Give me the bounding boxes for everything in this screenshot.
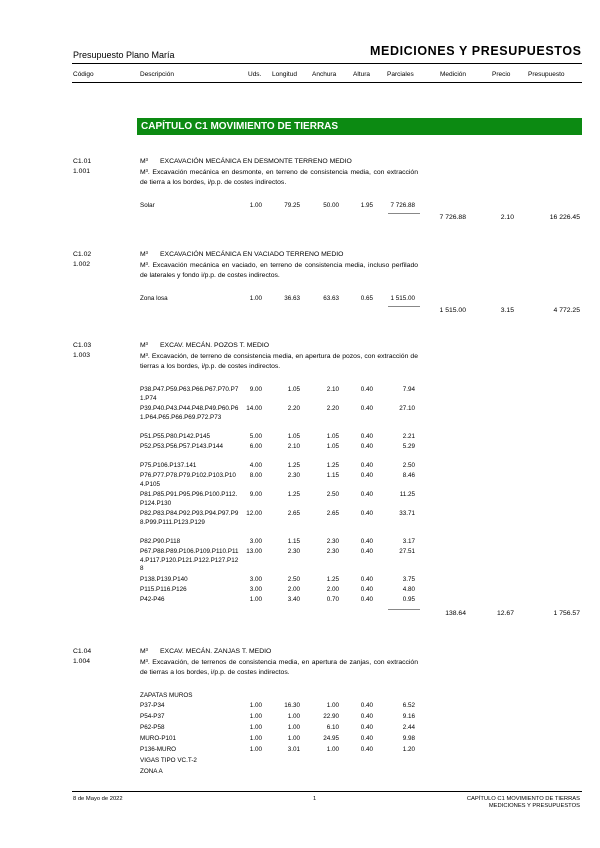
- measurement-label: P82.P90.P118: [140, 538, 181, 545]
- item-precio: 12.67: [496, 610, 514, 617]
- measurement-label: P81.P85.P91.P95.P96.P100.P112.P124.P130: [140, 491, 238, 507]
- item-description: M³. Excavación mecánica en desmonte, en terreno de consistencia media, con extracción de tierra a los bordes, i/p.p. de costes indirectos.: [140, 169, 418, 186]
- measurement-parciales: 1 515.00: [390, 295, 415, 302]
- measurement-anchura: 1.00: [326, 702, 339, 709]
- measurement-parciales: 33.71: [399, 510, 415, 517]
- measurement-altura: 0.40: [360, 548, 373, 555]
- measurement-anchura: 2.10: [326, 386, 339, 393]
- measurement-parciales: 0.95: [402, 596, 415, 603]
- measurement-longitud: 2.00: [287, 586, 300, 593]
- measurement-anchura: 2.00: [326, 586, 339, 593]
- measurement-altura: 0.40: [360, 462, 373, 469]
- measurement-longitud: 3.01: [287, 746, 300, 753]
- footer-doc-title: MEDICIONES Y PRESUPUESTOS: [488, 803, 580, 809]
- measurement-longitud: 3.40: [287, 596, 300, 603]
- measurement-label: ZONA A: [140, 768, 163, 775]
- measurement-label: VIGAS TIPO VC.T-2: [140, 757, 197, 764]
- measurement-parciales: 3.17: [402, 538, 415, 545]
- measurement-uds: 3.00: [249, 576, 262, 583]
- measurement-altura: 0.40: [360, 405, 373, 412]
- measurement-anchura: 2.65: [326, 510, 339, 517]
- header-rule: [72, 63, 582, 64]
- measurement-altura: 1.95: [360, 202, 373, 209]
- col-anchura: Anchura: [312, 71, 337, 78]
- item-presupuesto: 4 772.25: [553, 307, 580, 314]
- measurement-parciales: 27.51: [399, 548, 415, 555]
- measurement-anchura: 6.10: [326, 724, 339, 731]
- measurement-parciales: 9.98: [402, 735, 415, 742]
- measurement-label: P67.P88.P89.P106.P109.P110.P114.P117.P120.P121.P122.P127.P128: [140, 548, 239, 572]
- measurement-label: P42-P46: [140, 596, 165, 603]
- measurement-altura: 0.40: [360, 702, 373, 709]
- item-description: M³. Excavación, de terrenos de consistencia media, en apertura de zanjas, con extracción de tierras a los bordes, i/p.p. de costes indirectos.: [140, 659, 418, 676]
- measurement-uds: 5.00: [249, 433, 262, 440]
- measurement-uds: 1.00: [249, 702, 262, 709]
- measurement-parciales: 2.50: [402, 462, 415, 469]
- col-codigo: Código: [73, 71, 94, 78]
- measurement-uds: 1.00: [249, 202, 262, 209]
- measurement-longitud: 16.30: [284, 702, 300, 709]
- item-code: C1.04: [73, 648, 92, 655]
- measurement-label: P62-P58: [140, 724, 165, 731]
- document-title: MEDICIONES Y PRESUPUESTOS: [370, 44, 582, 58]
- item-medicion: 7 726.88: [439, 214, 466, 221]
- parciales-rule: [388, 306, 420, 307]
- measurement-uds: 12.00: [246, 510, 262, 517]
- measurement-label: P76.P77.P78.P79.P102.P103.P104.P105: [140, 472, 236, 488]
- item-subcode: 1.004: [73, 658, 91, 665]
- measurement-parciales: 3.75: [402, 576, 415, 583]
- measurement-parciales: 9.16: [402, 713, 415, 720]
- measurement-longitud: 1.25: [287, 462, 300, 469]
- measurement-anchura: 63.63: [323, 295, 339, 302]
- project-name: Presupuesto Plano María: [73, 50, 175, 60]
- measurement-longitud: 2.30: [287, 548, 300, 555]
- item-title: EXCAV. MECÁN. POZOS T. MEDIO: [160, 342, 270, 349]
- measurement-uds: 9.00: [249, 491, 262, 498]
- measurement-label: ZAPATAS MUROS: [140, 692, 193, 699]
- measurement-anchura: 1.05: [326, 443, 339, 450]
- measurement-label: MURO-P101: [140, 735, 177, 742]
- measurement-longitud: 2.20: [287, 405, 300, 412]
- measurement-longitud: 1.05: [287, 433, 300, 440]
- measurement-parciales: 8.46: [402, 472, 415, 479]
- col-uds: Uds.: [248, 71, 262, 78]
- footer-chapter: CAPÍTULO C1 MOVIMIENTO DE TIERRAS: [466, 796, 580, 802]
- measurement-parciales: 5.29: [402, 443, 415, 450]
- measurement-altura: 0.40: [360, 724, 373, 731]
- measurement-altura: 0.40: [360, 386, 373, 393]
- item-medicion: 138.64: [445, 610, 466, 617]
- measurement-uds: 1.00: [249, 713, 262, 720]
- measurement-label: P136-MURO: [140, 746, 177, 753]
- item-precio: 2.10: [500, 214, 514, 221]
- measurement-label: P115.P116.P126: [140, 586, 187, 593]
- item-title: EXCAVACIÓN MECÁNICA EN DESMONTE TERRENO MEDIO: [160, 158, 352, 165]
- col-precio: Precio: [492, 71, 511, 78]
- col-descripcion: Descripción: [140, 71, 174, 78]
- measurement-parciales: 7.94: [402, 386, 415, 393]
- measurement-altura: 0.40: [360, 735, 373, 742]
- item-unit: M³: [140, 251, 148, 258]
- col-altura: Altura: [353, 71, 370, 78]
- item-code: C1.02: [73, 251, 92, 258]
- col-presupuesto: Presupuesto: [528, 71, 565, 78]
- measurement-label: Zona losa: [140, 295, 168, 302]
- item-code: C1.03: [73, 342, 92, 349]
- measurement-uds: 13.00: [246, 548, 262, 555]
- measurement-label: P138.P139.P140: [140, 576, 188, 583]
- measurement-parciales: 1.20: [402, 746, 415, 753]
- measurement-uds: 8.00: [249, 472, 262, 479]
- measurement-anchura: 2.30: [326, 538, 339, 545]
- measurement-label: P39.P40.P43.P44.P48.P49.P60.P61.P64.P65.P66.P69.P72.P73: [140, 405, 239, 421]
- col-medicion: Medición: [440, 71, 467, 78]
- measurement-label: P54-P37: [140, 713, 165, 720]
- measurement-longitud: 1.00: [287, 713, 300, 720]
- measurement-altura: 0.40: [360, 472, 373, 479]
- measurement-parciales: 7 726.88: [390, 202, 415, 209]
- item-description: M³. Excavación mecánica en vaciado, en terreno de consistencia media, incluso perfilado de laterales y fondo i/p.p. de costes indirectos.: [140, 262, 418, 279]
- item-subcode: 1.001: [73, 168, 91, 175]
- item-precio: 3.15: [500, 307, 514, 314]
- measurement-label: P37-P34: [140, 702, 165, 709]
- measurement-longitud: 2.10: [287, 443, 300, 450]
- measurement-label: P52.P53.P56.P57.P143.P144: [140, 443, 223, 450]
- item-code: C1.01: [73, 158, 92, 165]
- measurement-altura: 0.65: [360, 295, 373, 302]
- measurement-label: P51.P55.P80.P142.P145: [140, 433, 211, 440]
- item-unit: M³: [140, 648, 148, 655]
- item-description: M³. Excavación, de terreno de consistencia media, en apertura de pozos, con extracción de tierras a los bordes, i/p.p. de costes indirectos.: [140, 353, 418, 370]
- measurement-altura: 0.40: [360, 433, 373, 440]
- measurement-altura: 0.40: [360, 586, 373, 593]
- measurement-altura: 0.40: [360, 538, 373, 545]
- measurement-uds: 6.00: [249, 443, 262, 450]
- measurement-uds: 14.00: [246, 405, 262, 412]
- footer-page-number: 1: [313, 796, 317, 802]
- measurement-anchura: 50.00: [323, 202, 339, 209]
- measurement-anchura: 1.05: [326, 433, 339, 440]
- measurement-uds: 1.00: [249, 596, 262, 603]
- measurement-anchura: 2.30: [326, 548, 339, 555]
- item-subcode: 1.002: [73, 261, 91, 268]
- measurement-altura: 0.40: [360, 746, 373, 753]
- footer-rule: [72, 791, 582, 792]
- measurement-longitud: 1.15: [287, 538, 300, 545]
- measurement-longitud: 1.00: [287, 724, 300, 731]
- item-unit: M³: [140, 158, 148, 165]
- measurement-uds: 3.00: [249, 538, 262, 545]
- measurement-uds: 3.00: [249, 586, 262, 593]
- measurement-altura: 0.40: [360, 596, 373, 603]
- measurement-label: P82.P83.P84.P92.P93.P94.P97.P98.P99.P111.P123.P129: [140, 510, 239, 526]
- measurement-longitud: 2.50: [287, 576, 300, 583]
- measurement-altura: 0.40: [360, 443, 373, 450]
- col-parciales: Parciales: [387, 71, 414, 78]
- measurement-uds: 1.00: [249, 735, 262, 742]
- columns-rule: [72, 82, 582, 83]
- measurement-uds: 1.00: [249, 724, 262, 731]
- measurement-label: P38.P47.P59.P63.P66.P67.P70.P71.P74: [140, 386, 239, 402]
- measurement-anchura: 1.25: [326, 576, 339, 583]
- item-medicion: 1 515.00: [439, 307, 466, 314]
- measurement-anchura: 0.70: [326, 596, 339, 603]
- measurement-altura: 0.40: [360, 713, 373, 720]
- measurement-uds: 1.00: [249, 295, 262, 302]
- measurement-altura: 0.40: [360, 510, 373, 517]
- measurement-anchura: 1.15: [326, 472, 339, 479]
- parciales-rule: [388, 213, 420, 214]
- item-title: EXCAV. MECÁN. ZANJAS T. MEDIO: [160, 648, 272, 655]
- measurement-parciales: 2.21: [402, 433, 415, 440]
- item-title: EXCAVACIÓN MECÁNICA EN VACIADO TERRENO MEDIO: [160, 251, 344, 258]
- item-presupuesto: 16 226.45: [549, 214, 580, 221]
- measurement-parciales: 11.25: [399, 491, 415, 498]
- measurement-label: Solar: [140, 202, 155, 209]
- measurement-uds: 4.00: [249, 462, 262, 469]
- item-unit: M³: [140, 342, 148, 349]
- measurement-parciales: 27.10: [399, 405, 415, 412]
- measurement-longitud: 36.63: [284, 295, 300, 302]
- measurement-longitud: 1.05: [287, 386, 300, 393]
- measurement-longitud: 1.25: [287, 491, 300, 498]
- chapter-heading: CAPÍTULO C1 MOVIMIENTO DE TIERRAS: [137, 118, 582, 135]
- item-subcode: 1.003: [73, 352, 91, 359]
- measurement-label: P75.P106.P137.141: [140, 462, 197, 469]
- measurement-anchura: 1.25: [326, 462, 339, 469]
- measurement-parciales: 6.52: [402, 702, 415, 709]
- measurement-longitud: 79.25: [284, 202, 300, 209]
- footer-date: 8 de Mayo de 2022: [73, 796, 123, 802]
- measurement-anchura: 22.90: [323, 713, 339, 720]
- measurement-anchura: 2.20: [326, 405, 339, 412]
- measurement-uds: 1.00: [249, 746, 262, 753]
- measurement-anchura: 1.00: [326, 746, 339, 753]
- measurement-parciales: 2.44: [402, 724, 415, 731]
- parciales-rule: [388, 609, 420, 610]
- measurement-altura: 0.40: [360, 491, 373, 498]
- measurement-parciales: 4.80: [402, 586, 415, 593]
- measurement-anchura: 24.95: [323, 735, 339, 742]
- col-longitud: Longitud: [272, 71, 297, 78]
- measurement-altura: 0.40: [360, 576, 373, 583]
- measurement-longitud: 2.30: [287, 472, 300, 479]
- item-presupuesto: 1 756.57: [553, 610, 580, 617]
- measurement-uds: 9.00: [249, 386, 262, 393]
- measurement-anchura: 2.50: [326, 491, 339, 498]
- measurement-longitud: 2.65: [287, 510, 300, 517]
- measurement-longitud: 1.00: [287, 735, 300, 742]
